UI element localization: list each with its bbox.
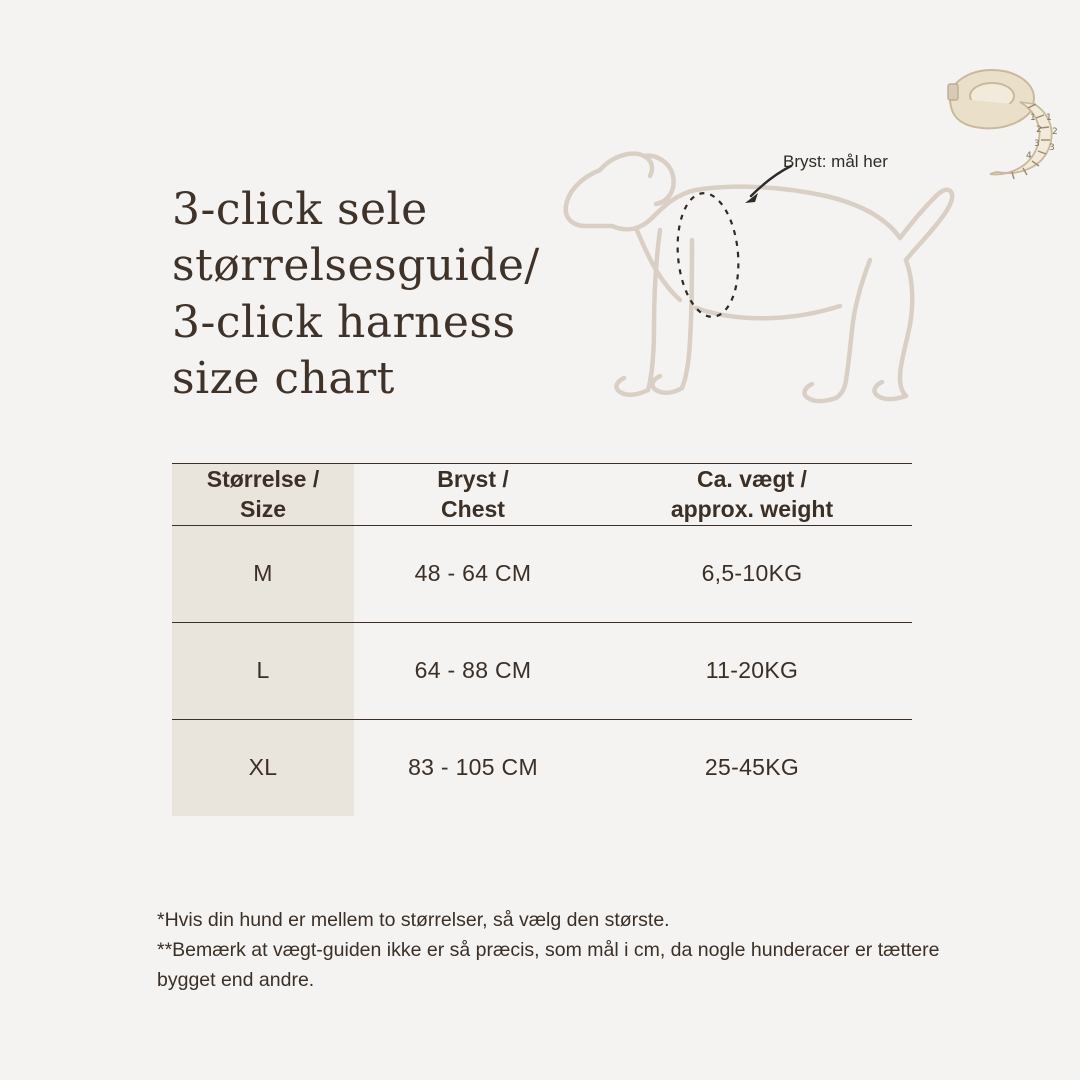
cell-chest: 83 - 105 CM xyxy=(354,719,592,816)
svg-text:1: 1 xyxy=(1046,113,1052,123)
cell-weight: 11-20KG xyxy=(592,622,912,719)
cell-size: XL xyxy=(172,719,354,816)
header-size-line2: Size xyxy=(239,496,287,523)
title-line-1: 3-click sele xyxy=(172,184,428,235)
cell-chest: 48 - 64 CM xyxy=(354,525,592,622)
header-weight-line1: Ca. vægt / xyxy=(697,466,807,492)
header-size xyxy=(172,464,354,526)
chest-measure-label: Bryst: mål her xyxy=(783,152,888,171)
svg-text:4: 4 xyxy=(1026,151,1032,161)
svg-text:3: 3 xyxy=(1049,143,1055,153)
cell-weight: 6,5-10KG xyxy=(592,525,912,622)
table-row xyxy=(172,622,912,719)
header-chest xyxy=(354,464,592,526)
table-row xyxy=(172,525,912,622)
size-table-container xyxy=(172,463,912,816)
table-header-row xyxy=(172,464,912,526)
cell-size: L xyxy=(172,622,354,719)
svg-text:1: 1 xyxy=(1030,113,1036,123)
page-title xyxy=(172,182,602,407)
cell-chest: 64 - 88 CM xyxy=(354,622,592,719)
title-line-4: size chart xyxy=(172,352,395,404)
cell-size: M xyxy=(172,525,354,622)
footnotes xyxy=(157,905,947,996)
table-row xyxy=(172,719,912,816)
header-weight xyxy=(592,464,912,526)
footnote-1: *Hvis din hund er mellem to størrelser, så vælg den største. xyxy=(157,909,670,931)
svg-text:3: 3 xyxy=(1034,139,1040,149)
header-chest-line2: Chest xyxy=(441,496,505,523)
footnote-2: **Bemærk at vægt-guiden ikke er så præcis, som mål i cm, da nogle hunderacer er tættere bygget end andre. xyxy=(157,939,940,992)
svg-text:2: 2 xyxy=(1036,125,1042,135)
header-size-line1: Størrelse / xyxy=(206,466,320,492)
header-chest-line1: Bryst / xyxy=(437,466,509,492)
chest-measure-oval-icon xyxy=(673,191,744,320)
header-weight-line2: approx. weight xyxy=(670,496,834,523)
measuring-tape-icon xyxy=(930,60,1070,205)
cell-weight: 25-45KG xyxy=(592,719,912,816)
svg-text:2: 2 xyxy=(1052,127,1058,137)
title-line-3: 3-click harness xyxy=(172,296,516,348)
size-table xyxy=(172,463,912,816)
title-line-2: størrelsesguide/ xyxy=(172,240,540,292)
